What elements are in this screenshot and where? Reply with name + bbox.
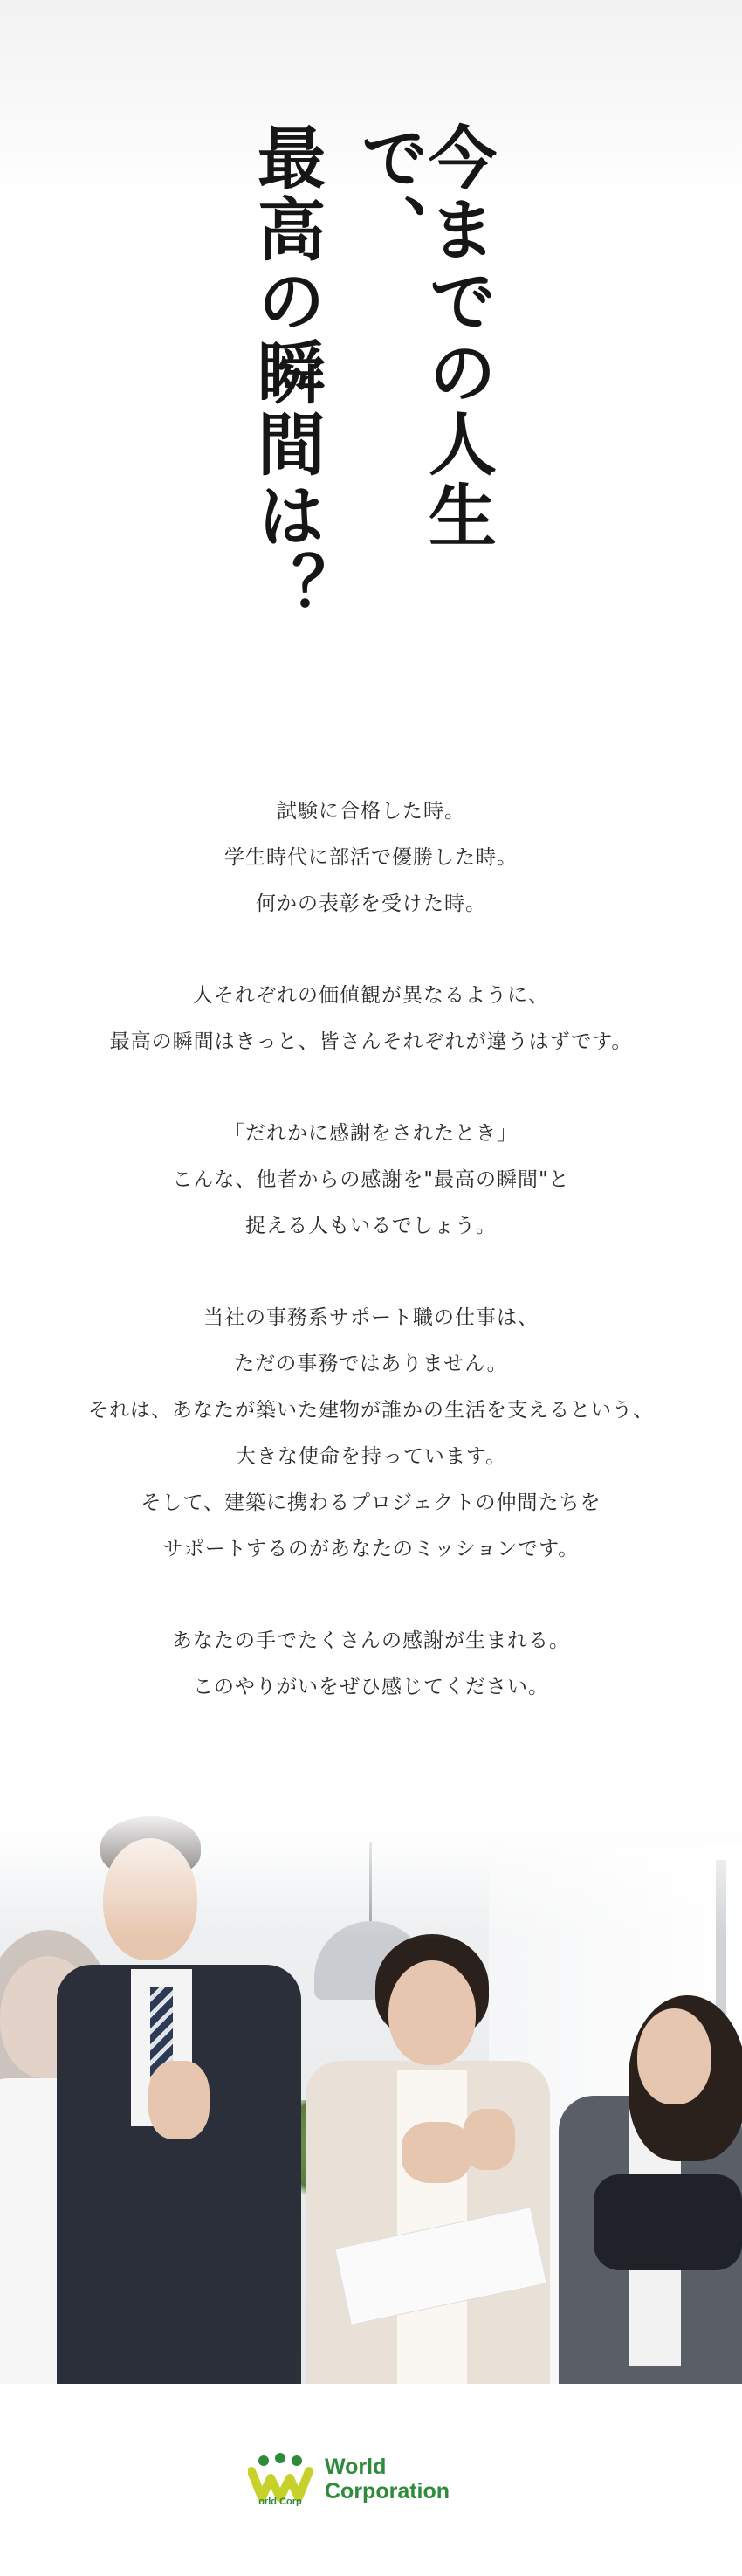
body-line: あなたの手でたくさんの感謝が生まれる。 (172, 1629, 570, 1652)
body-line: 大きな使命を持っています。 (235, 1445, 507, 1468)
company-logo[interactable] (248, 2452, 450, 2506)
headline-line-1: 今までの人生で、 (349, 122, 496, 552)
paragraph-4 (0, 1295, 742, 1573)
paragraph-1 (0, 789, 742, 927)
body-line: 捉える人もいるでしょう。 (245, 1215, 497, 1237)
footer (0, 2384, 742, 2576)
team-applause-photo (0, 1808, 742, 2384)
logo-wordmark (325, 2455, 450, 2504)
paragraph-3 (0, 1111, 742, 1250)
paragraph-2 (0, 973, 742, 1065)
body-line: このやりがいをぜひ感じてください。 (193, 1676, 549, 1698)
body-line: こんな、他者からの感謝を"最高の瞬間"と (172, 1168, 570, 1191)
body-line: 人それぞれの価値観が異なるように、 (193, 984, 549, 1007)
body-line: 「だれかに感謝をされたとき」 (224, 1122, 518, 1145)
body-line: 当社の事務系サポート職の仕事は、 (203, 1306, 539, 1329)
photo-top-fade (0, 1808, 742, 1939)
body-line: 学生時代に部活で優勝した時。 (224, 846, 518, 869)
headline (0, 122, 742, 681)
body-copy (0, 789, 742, 1756)
logo-line-2: Corporation (325, 2479, 450, 2504)
logo-mark-icon (248, 2452, 313, 2506)
body-line: 最高の瞬間はきっと、皆さんそれぞれが違うはずです。 (109, 1030, 633, 1053)
headline-line-2: 最高の瞬間は？ (246, 122, 325, 623)
body-line: ただの事務ではありません。 (234, 1353, 508, 1375)
logo-line-1: World (325, 2455, 387, 2479)
body-line: サポートするのがあなたのミッションです。 (162, 1538, 580, 1560)
body-line: それは、あなたが築いた建物が誰かの生活を支えるという、 (88, 1399, 654, 1422)
paragraph-5 (0, 1618, 742, 1711)
body-line: 試験に合格した時。 (277, 800, 465, 823)
svg-text:orld Corp: orld Corp (258, 2497, 302, 2506)
body-line: そして、建築に携わるプロジェクトの仲間たちを (141, 1491, 601, 1514)
body-line: 何かの表彰を受けた時。 (256, 892, 486, 915)
